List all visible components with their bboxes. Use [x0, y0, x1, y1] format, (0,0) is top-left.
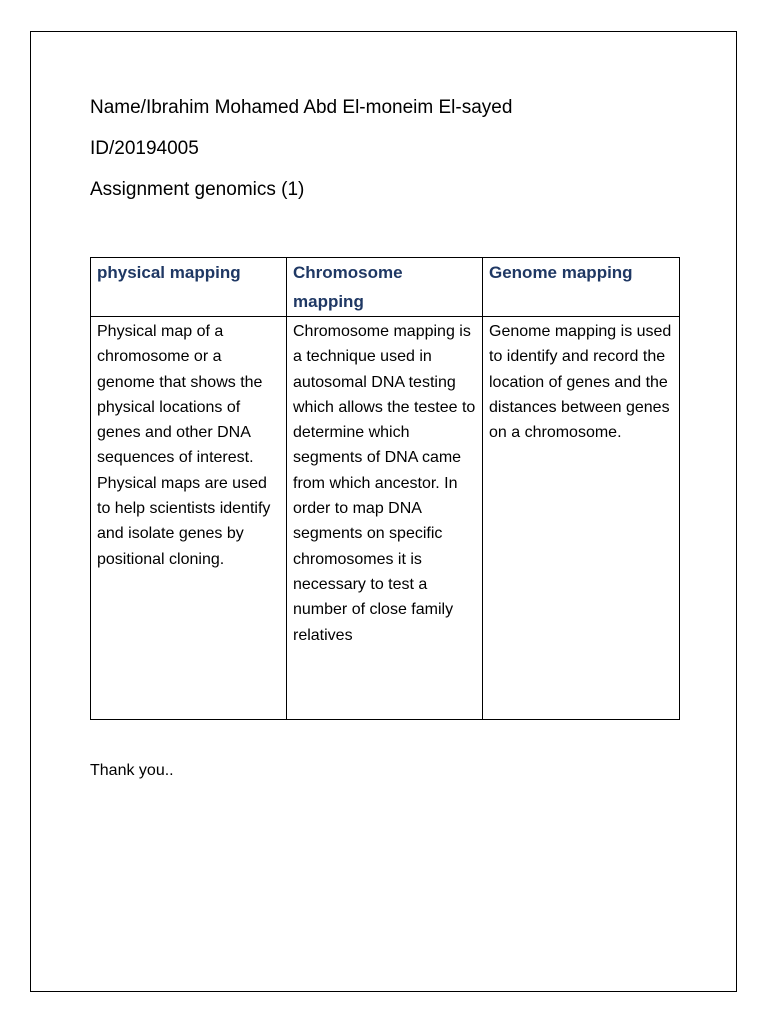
header-physical-mapping: physical mapping	[91, 258, 287, 317]
table-row	[91, 317, 680, 720]
assignment-title: Assignment genomics (1)	[90, 179, 305, 200]
comparison-table	[90, 257, 680, 720]
cell-chromosome-mapping: Chromosome mapping is a technique used in autosomal DNA testing which allows the testee to determine which segments of DNA came from which ancestor. In order to map DNA segments on specific chromosomes it is necessary to test a number of close family relatives	[287, 317, 483, 720]
closing-text: Thank you..	[90, 762, 174, 779]
header-genome-mapping: Genome mapping	[483, 258, 680, 317]
cell-genome-mapping: Genome mapping is used to identify and record the location of genes and the distances between genes on a chromosome.	[483, 317, 680, 720]
student-id: ID/20194005	[90, 138, 199, 159]
header-chromosome-mapping: Chromosome mapping	[287, 258, 483, 317]
cell-physical-mapping: Physical map of a chromosome or a genome that shows the physical locations of genes and other DNA sequences of interest. Physical maps are used to help scientists identify and isolate genes by positional cloning.	[91, 317, 287, 720]
table-header-row	[91, 258, 680, 317]
student-name: Name/Ibrahim Mohamed Abd El-moneim El-sayed	[90, 97, 513, 118]
